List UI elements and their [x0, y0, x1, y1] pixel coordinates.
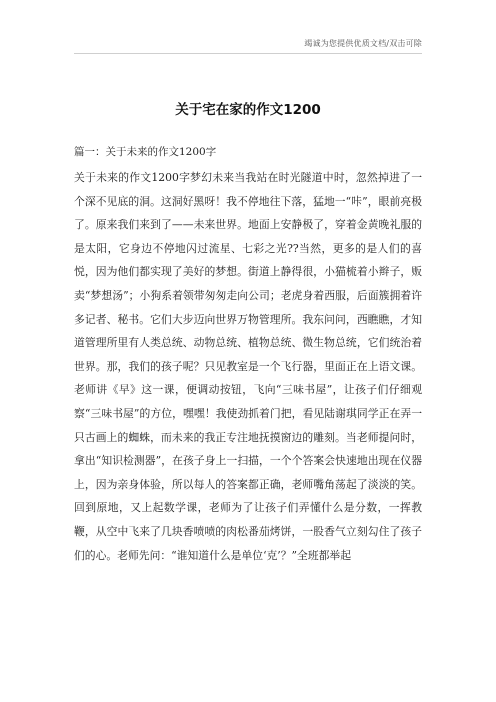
- header-divider: [74, 53, 422, 54]
- document-title: 关于宅在家的作文1200: [175, 102, 321, 118]
- section-heading: 篇一：关于未来的作文1200字: [74, 146, 217, 158]
- body-paragraph: 关于未来的作文1200字梦幻未来当我站在时光隧道中时，忽然掉进了一个深不见底的洞。这洞好黑呀！我不停地往下落，猛地一“咔”，眼前亮极了。原来我们来到了——未来世界。地面上安静极了，穿着金黄晚礼服的是太阳，它身边不停地闪过流星、七彩之光??当然，更多的是人们的喜悦，因为他们都实现了美好的梦想。街道上静得很，小猫梳着小辫子，贩卖“梦想汤”；小狗系着领带匆匆走向公司；老虎身着西服，后面簇拥着许多记者、秘书。它们大步迈向世界万物管理所。我东问问，西瞧瞧，才知道管理所里有人类总统、动物总统、植物总统、微生物总统，它们统治着世界。那，我们的孩子呢？只见教室是一个飞行器，里面正在上语文课。老师讲《早》这一课，便调动按钮，飞向“三味书屋”，让孩子们仔细观察“三味书屋”的方位，嘿嘿！我使劲抓着门把，看见陆谢琪同学正在弄一只古画上的蜘蛛，而未来的我正专注地抚摸窗边的雕刻。当老师提问时，拿出“知识检测器”，在孩子身上一扫描，一个个答案会快速地出现在仪器上，因为亲身体验，所以每人的答案都正确，老师嘴角荡起了淡淡的笑。回到原地，又上起数学课，老师为了让孩子们弄懂什么是分数，一挥教鞭，从空中飞来了几块香喷喷的肉松番茄烤饼，一股香气立刻勾住了孩子们的心。老师先问：“谁知道什么是单位‘克’？”全班都举起: [74, 171, 422, 562]
- header-note: 竭诚为您提供优质文档/双击可除: [304, 39, 422, 48]
